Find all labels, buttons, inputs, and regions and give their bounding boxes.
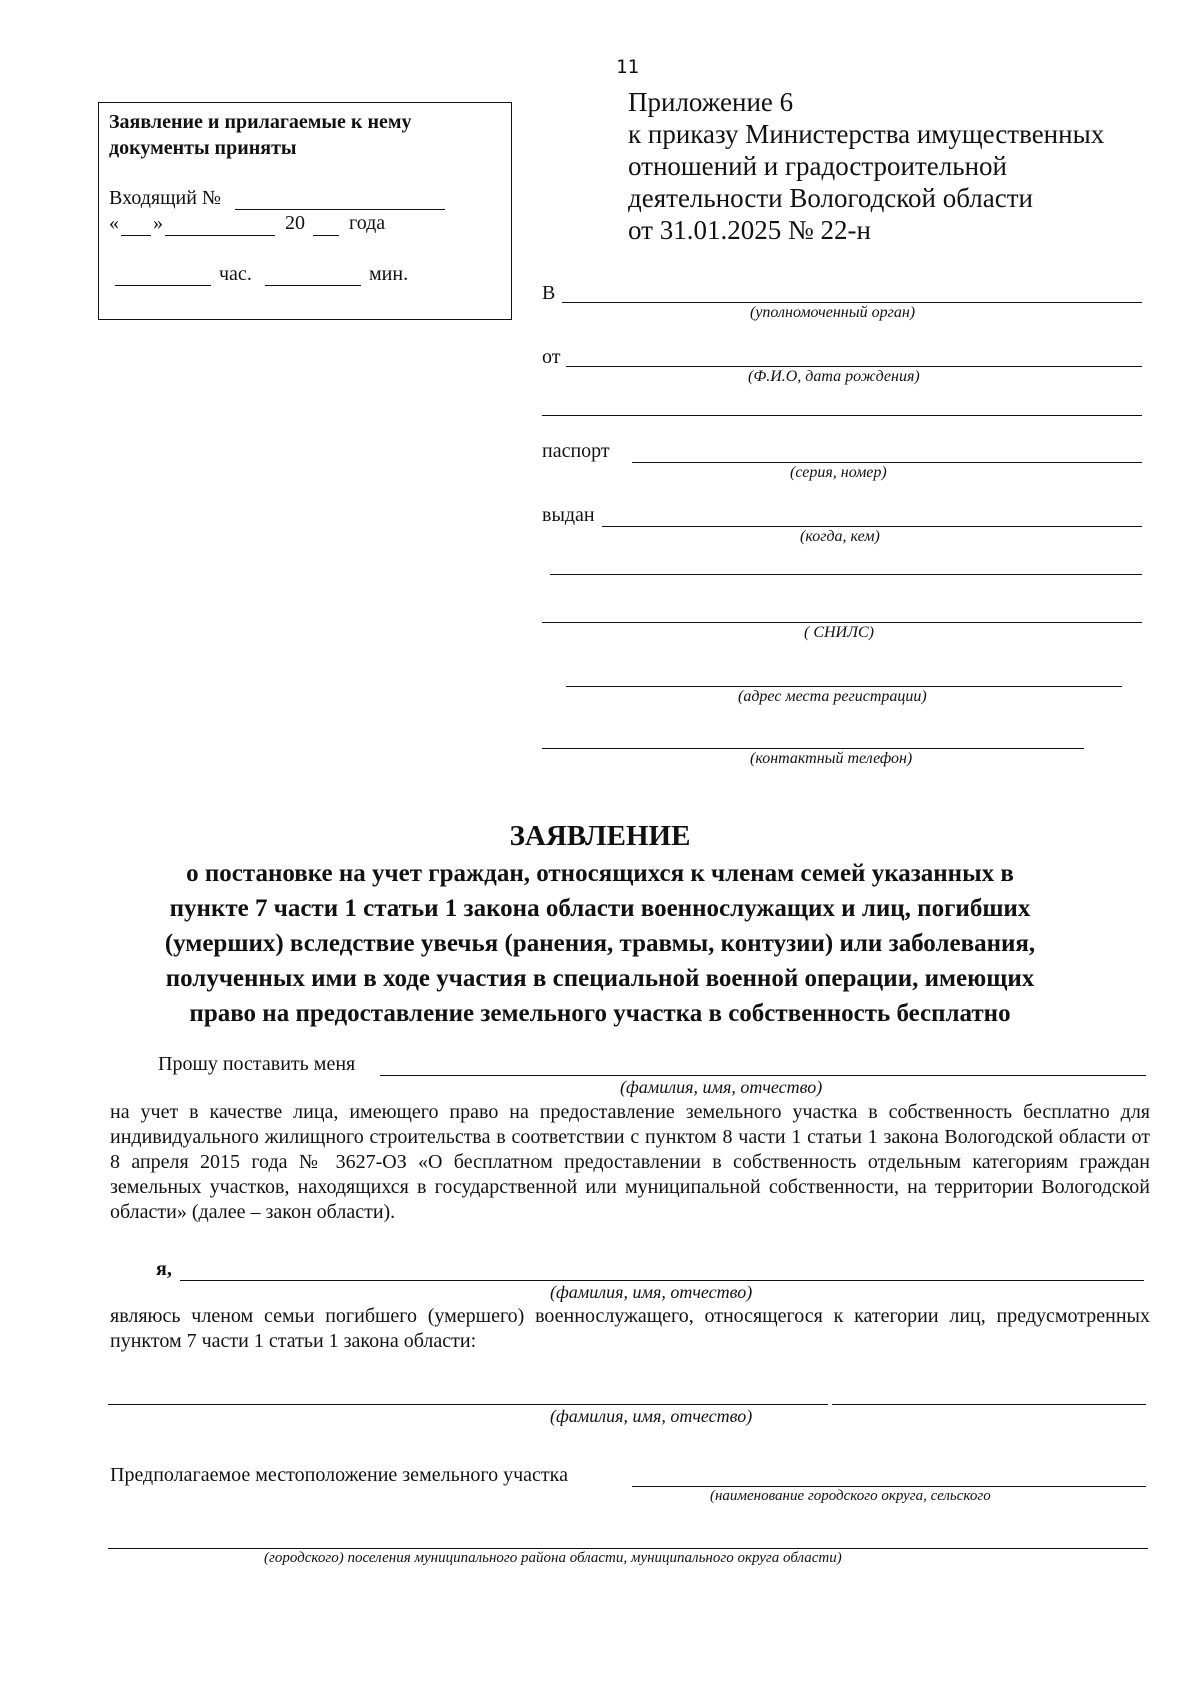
phone-field[interactable] [542, 748, 1084, 749]
page-number: 11 [616, 56, 639, 78]
subtitle-line-5: право на предоставление земельного участка в собственность бесплатно [189, 1000, 1011, 1027]
request-caption: (фамилия, имя, отчество) [620, 1077, 823, 1097]
snils-caption: ( СНИЛС) [804, 624, 874, 641]
date-open-quote: « [109, 212, 119, 234]
i-name-field[interactable] [180, 1280, 1144, 1281]
location-field-continuation[interactable] [108, 1548, 1148, 1549]
year-prefix: 20 [285, 212, 305, 234]
year-suffix: года [349, 212, 386, 234]
document-subtitle [0, 856, 1200, 1031]
request-name-field[interactable] [380, 1075, 1146, 1076]
snils-field[interactable] [542, 622, 1142, 623]
appendix-line-2: к приказу Министерства имущественных [628, 119, 1105, 149]
address-field[interactable] [566, 686, 1122, 687]
hours-label: час. [219, 263, 252, 285]
subtitle-line-4: полученных ими в ходе участия в специальной военной операции, имеющих [165, 965, 1035, 992]
subtitle-line-3: (умерших) вследствие увечья (ранения, травмы, контузии) или заболевания, [164, 930, 1036, 957]
date-year-field[interactable] [313, 235, 339, 236]
i-label: я, [156, 1258, 172, 1280]
request-label: Прошу поставить меня [158, 1053, 356, 1075]
issued-field-continuation[interactable] [550, 574, 1142, 575]
from-label: от [542, 346, 561, 368]
i-caption: (фамилия, имя, отчество) [550, 1282, 753, 1302]
phone-caption: (контактный телефон) [750, 750, 913, 767]
member-name-field[interactable] [108, 1404, 828, 1405]
incoming-number-field[interactable] [235, 209, 445, 210]
subtitle-line-1: о постановке на учет граждан, относящихся к членам семей указанных в [186, 860, 1014, 887]
appendix-line-3: отношений и градостроительной [628, 151, 1007, 181]
appendix-header [628, 86, 1104, 246]
from-field-continuation[interactable] [542, 415, 1142, 416]
location-label: Предполагаемое местоположение земельного участка [110, 1464, 568, 1486]
appendix-line-5: от 31.01.2025 № 22-н [628, 215, 871, 245]
from-field[interactable] [566, 366, 1142, 367]
document-title: ЗАЯВЛЕНИЕ [509, 820, 691, 852]
appendix-line-1: Приложение 6 [628, 87, 794, 117]
date-day-field[interactable] [121, 235, 151, 236]
date-month-field[interactable] [165, 235, 275, 236]
acceptance-stamp-box [98, 102, 512, 320]
paragraph-2: являюсь членом семьи погибшего (умершего) военнослужащего, относящегося к категории лиц, предусмотренных пунктом 7 части 1 статьи 1 закона области: [110, 1305, 1150, 1352]
appendix-line-4: деятельности Вологодской области [628, 183, 1033, 213]
hours-field[interactable] [115, 285, 211, 286]
incoming-number-label: Входящий № [109, 187, 222, 209]
passport-field[interactable] [632, 462, 1142, 463]
member-name-field-extra[interactable] [832, 1404, 1146, 1405]
date-close-quote: » [153, 212, 163, 234]
passport-caption: (серия, номер) [790, 464, 887, 481]
stamp-title: Заявление и прилагаемые к нему документы приняты [109, 111, 412, 159]
to-caption: (уполномоченный орган) [750, 304, 916, 321]
to-label: В [542, 282, 556, 304]
location-field[interactable] [632, 1486, 1146, 1487]
to-field[interactable] [562, 302, 1142, 303]
subtitle-line-2: пункте 7 части 1 статьи 1 закона области военнослужащих и лиц, погибших [169, 895, 1031, 922]
issued-field[interactable] [602, 526, 1142, 527]
location-caption-1: (наименование городского округа, сельского [710, 1488, 991, 1504]
from-caption: (Ф.И.О, дата рождения) [748, 368, 920, 385]
location-caption-2: (городского) поселения муниципального района области, муниципального округа области) [264, 1550, 842, 1566]
minutes-field[interactable] [265, 285, 361, 286]
minutes-label: мин. [369, 263, 409, 285]
issued-label: выдан [542, 504, 595, 526]
address-caption: (адрес места регистрации) [738, 688, 927, 705]
paragraph-1: на учет в качестве лица, имеющего право на предоставление земельного участка в собственность бесплатно для индивидуального жилищного строительства в соответствии с пунктом 8 части 1 статьи 1 закона Вологодской области от 8 апреля 2015 года № 3627-ОЗ «О бесплатном предоставлении в собственность отдельным категориям граждан земельных участков, находящихся в государственной или муниципальной собственности, на территории Вологодской области» (далее – закон области). [110, 1101, 1150, 1223]
member-caption: (фамилия, имя, отчество) [550, 1406, 753, 1426]
passport-label: паспорт [542, 440, 610, 462]
issued-caption: (когда, кем) [800, 528, 880, 545]
